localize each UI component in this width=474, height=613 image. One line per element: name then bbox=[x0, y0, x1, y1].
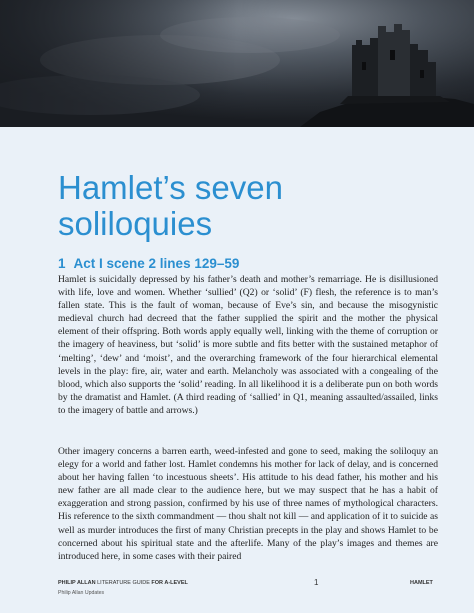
footer-publisher: PHILIP ALLAN bbox=[58, 580, 96, 586]
footer-running-title: HAMLET bbox=[410, 580, 433, 586]
section-heading bbox=[58, 256, 438, 271]
page-title: Hamlet’s seven soliloquies bbox=[58, 169, 283, 242]
section-number: 1 bbox=[58, 256, 66, 271]
page-number: 1 bbox=[314, 578, 319, 587]
body-paragraph-1: Hamlet is suicidally depressed by his father’s death and mother’s remarriage. He is disillusioned with life, love and women. Whether ‘sullied’ (Q2) or ‘solid’ (F) flesh, the reference is to man’s fallen state. This is the fault of woman, because of Eve’s sin, and because the misogynistic medieval church had decreed that the father supplied the spirit and the mother the physical element of their offspring. Both words apply equally well, linking with the theme of corruption or the imagery of heaviness, but ‘solid’ is more subtle and fits better with the sustained metaphor of ‘melting’, ‘dew’ and ‘moist’, and the overarching framework of the four hierarchical elemental levels in the play: fire, air, water and earth. Melancholy was associated with a congealing of the blood, which also supports the ‘solid’ reading. In all likelihood it is a deliberate pun on both words by the dramatist and Hamlet. (A third reading of ‘sallied’ in Q1, meaning assaulted/assailed, links to the imagery of battle and arrows.) bbox=[58, 274, 438, 416]
footer-imprint: Philip Allan Updates bbox=[58, 590, 105, 596]
header-banner-image bbox=[0, 0, 474, 127]
body-paragraph-2: Other imagery concerns a barren earth, weed-infested and gone to seed, making the soliloquy an elegy for a world and father lost. Hamlet condemns his mother for lack of delay, and is concerned about her having fallen ‘to incestuous sheets’. His attitude to his dead father, his mother and his new father are all made clear to the audience here, but we may suspect that he has a habit of exaggeration and strong passion, confirmed by his use of three names of mythological characters. His reference to the sixth commandment — thou shalt not kill — and application of it to suicide as well as murder introduces the first of many Christian precepts in the play and shows Hamlet to be concerned about his spiritual state and the afterlife. Many of the play’s images and themes are introduced here, in some cases with their paired bbox=[58, 446, 438, 562]
footer-publisher-line bbox=[58, 580, 188, 586]
section-heading-text: Act I scene 2 lines 129–59 bbox=[73, 256, 240, 271]
footer-guide-prefix: LITERATURE GUIDE bbox=[97, 580, 150, 586]
castle-silhouette-illustration bbox=[0, 0, 474, 127]
footer-guide-suffix: FOR A-LEVEL bbox=[151, 580, 188, 586]
